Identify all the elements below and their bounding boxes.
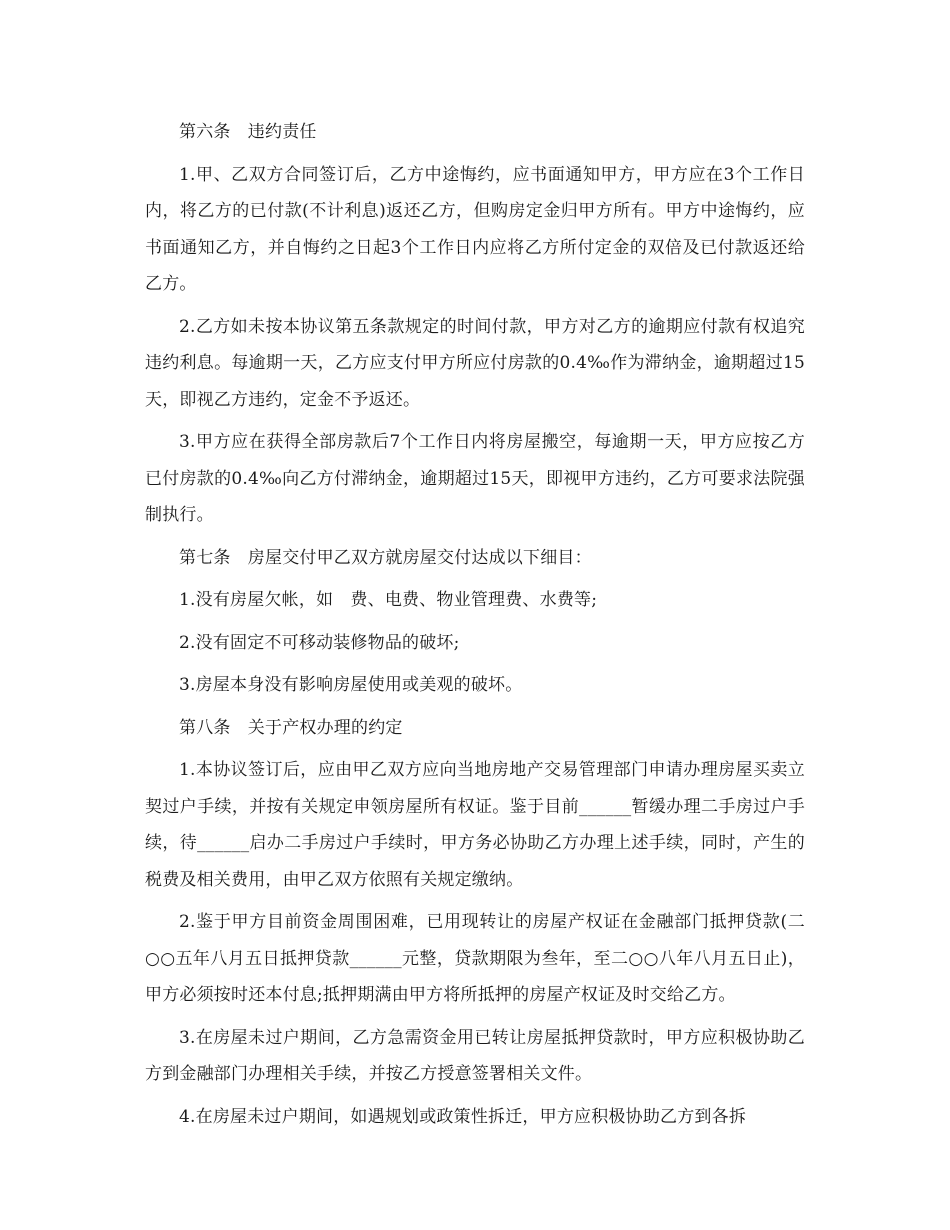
article-8-clause-3: 3.在房屋未过户期间，乙方急需资金用已转让房屋抵押贷款时，甲方应积极协助乙方到金融部门办理相关手续，并按乙方授意签署相关文件。	[145, 1027, 805, 1084]
article-8-clause-1: 1.本协议签订后，应由甲乙双方应向当地房地产交易管理部门申请办理房屋买卖立契过户手续，并按有关规定申领房屋所有权证。鉴于目前______暂缓办理二手房过户手续，待______启办二手房过户手续时，甲方务必协助乙方办理上述手续，同时，产生的税费及相关费用，由甲乙双方依照有关规定缴纳。	[145, 760, 805, 890]
article-6-clause-3: 3.甲方应在获得全部房款后7个工作日内将房屋搬空，每逾期一天，甲方应按乙方已付房款的0.4‰向乙方付滞纳金，逾期超过15天，即视甲方违约，乙方可要求法院强制执行。	[145, 432, 805, 525]
article-6-clause-1: 1.甲、乙双方合同签订后，乙方中途悔约，应书面通知甲方，甲方应在3个工作日内，将乙方的已付款(不计利息)返还乙方，但购房定金归甲方所有。甲方中途悔约，应书面通知乙方，并自悔约之日起3个工作日内应将乙方所付定金的双倍及已付款返还给乙方。	[145, 164, 805, 294]
article-8-clause-4: 4.在房屋未过户期间，如遇规划或政策性拆迁，甲方应积极协助乙方到各拆	[179, 1106, 747, 1127]
article-8-clause-2: 2.鉴于甲方目前资金周围困难，已用现转让的房屋产权证在金融部门抵押贷款(二○○五年八月五日抵押贷款______元整，贷款期限为叁年，至二○○八年八月五日止)，甲方必须按时还本付息;抵押期满由甲方将所抵押的房屋产权证及时交给乙方。	[145, 912, 805, 1005]
article-7-item-3: 3.房屋本身没有影响房屋使用或美观的破坏。	[179, 675, 523, 695]
article-7-item-2: 2.没有固定不可移动装修物品的破坏;	[179, 632, 460, 653]
article-7-heading: 第七条 房屋交付甲乙双方就房屋交付达成以下细目：	[179, 547, 592, 568]
article-8-heading: 第八条 关于产权办理的约定	[179, 717, 403, 738]
document-body	[145, 114, 805, 1141]
article-6-heading: 第六条 违约责任	[179, 122, 317, 142]
article-6-clause-2: 2.乙方如未按本协议第五条款规定的时间付款，甲方对乙方的逾期应付款有权追究违约利息。每逾期一天，乙方应支付甲方所应付房款的0.4‰作为滞纳金，逾期超过15天，即视乙方违约，定金不予返还。	[145, 316, 805, 410]
article-7-item-1: 1.没有房屋欠帐，如 费、电费、物业管理费、水费等;	[179, 590, 598, 610]
